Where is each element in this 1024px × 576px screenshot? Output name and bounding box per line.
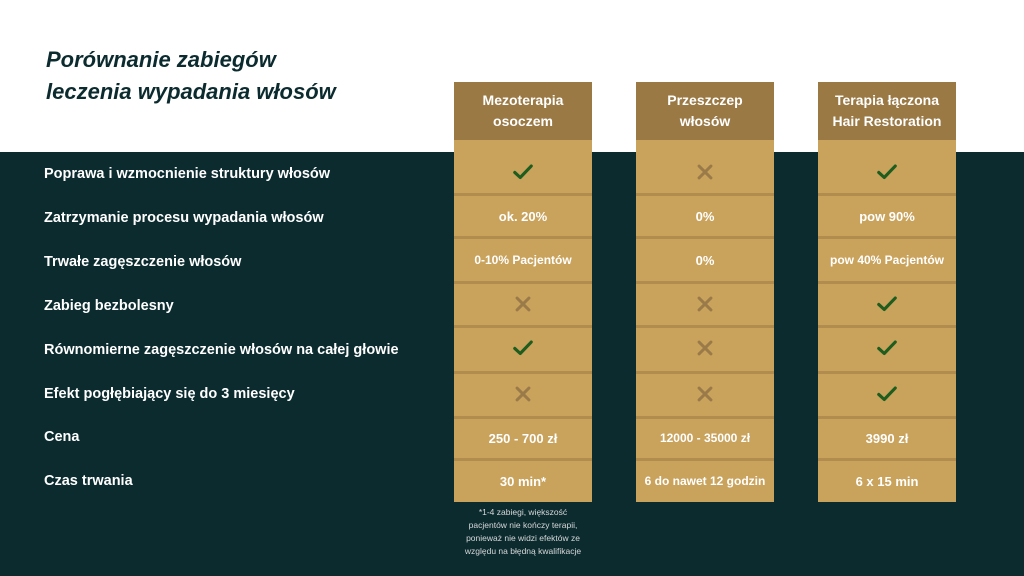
footnote-line: względu na błędną kwalifikacje <box>464 546 582 556</box>
row-label: Efekt pogłębiający się do 3 miesięcy <box>44 386 295 402</box>
column-mezoterapia <box>454 82 592 502</box>
table-cell <box>454 461 592 501</box>
check-icon <box>512 161 534 183</box>
table-cell <box>818 374 956 414</box>
check-icon <box>512 337 534 359</box>
cell-value: 250 - 700 zł <box>488 430 558 446</box>
column-header-line-1: Przeszczep <box>667 92 743 108</box>
check-icon <box>876 293 898 315</box>
page-title <box>46 44 406 108</box>
table-cell <box>818 461 956 501</box>
cell-value: 12000 - 35000 zł <box>659 431 751 445</box>
page-title-line-2: leczenia wypadania włosów <box>46 79 336 104</box>
cross-icon <box>512 293 534 315</box>
page-title-line-1: Porównanie zabiegów <box>46 47 276 72</box>
check-icon <box>876 337 898 359</box>
column-header <box>636 82 774 140</box>
cell-value: pow 90% <box>859 208 915 224</box>
table-cell <box>818 152 956 192</box>
table-cell <box>636 374 774 414</box>
table-cell <box>454 418 592 458</box>
row-label: Równomierne zagęszczenie włosów na całej głowie <box>44 342 399 358</box>
cross-icon <box>694 161 716 183</box>
column-header-line-1: Terapia łączona <box>834 92 939 108</box>
column-terapia-laczona <box>818 82 956 502</box>
table-cell <box>454 374 592 414</box>
footnote-line: ponieważ nie widzi efektów ze <box>466 533 580 543</box>
table-cell <box>454 196 592 236</box>
table-cell <box>636 284 774 324</box>
column-header-line-1: Mezoterapia <box>482 92 564 108</box>
cross-icon <box>512 383 534 405</box>
table-cell <box>818 328 956 368</box>
row-separator <box>636 236 774 239</box>
cell-value: 0% <box>695 252 715 268</box>
table-cell <box>636 461 774 501</box>
cell-value: pow 40% Pacjentów <box>829 253 945 267</box>
row-label: Zabieg bezbolesny <box>44 298 174 314</box>
column-header <box>454 82 592 140</box>
table-cell <box>636 240 774 280</box>
row-label: Poprawa i wzmocnienie struktury włosów <box>44 166 331 182</box>
footnote <box>448 506 598 558</box>
table-cell <box>454 240 592 280</box>
table-cell <box>636 196 774 236</box>
row-label: Czas trwania <box>44 473 133 489</box>
row-label: Trwałe zagęszczenie włosów <box>44 254 242 270</box>
check-icon <box>876 161 898 183</box>
column-header <box>818 82 956 140</box>
footnote-line: *1-4 zabiegi, większość <box>478 507 568 517</box>
table-cell <box>818 284 956 324</box>
row-label: Zatrzymanie procesu wypadania włosów <box>44 210 324 226</box>
table-cell <box>636 152 774 192</box>
cross-icon <box>694 293 716 315</box>
cell-value: 30 min* <box>499 473 547 489</box>
cell-value: ok. 20% <box>498 208 548 224</box>
column-header-line-2: Hair Restoration <box>832 113 942 129</box>
table-cell <box>454 328 592 368</box>
column-header-line-2: osoczem <box>493 113 553 129</box>
check-icon <box>876 383 898 405</box>
cell-value: 0% <box>695 208 715 224</box>
table-cell <box>636 328 774 368</box>
row-label: Cena <box>44 429 80 445</box>
footnote-line: pacjentów nie kończy terapii, <box>468 520 578 530</box>
table-cell <box>818 196 956 236</box>
column-przeszczep <box>636 82 774 502</box>
cross-icon <box>694 383 716 405</box>
cell-value: 3990 zł <box>865 430 909 446</box>
row-separator <box>454 236 592 239</box>
row-separator <box>818 236 956 239</box>
cross-icon <box>694 337 716 359</box>
column-header-line-2: włosów <box>679 113 731 129</box>
table-cell <box>818 418 956 458</box>
cell-value: 6 x 15 min <box>855 473 919 489</box>
cell-value: 6 do nawet 12 godzin <box>644 474 766 488</box>
table-cell <box>454 152 592 192</box>
table-cell <box>454 284 592 324</box>
table-cell <box>818 240 956 280</box>
cell-value: 0-10% Pacjentów <box>474 253 572 267</box>
table-cell <box>636 418 774 458</box>
